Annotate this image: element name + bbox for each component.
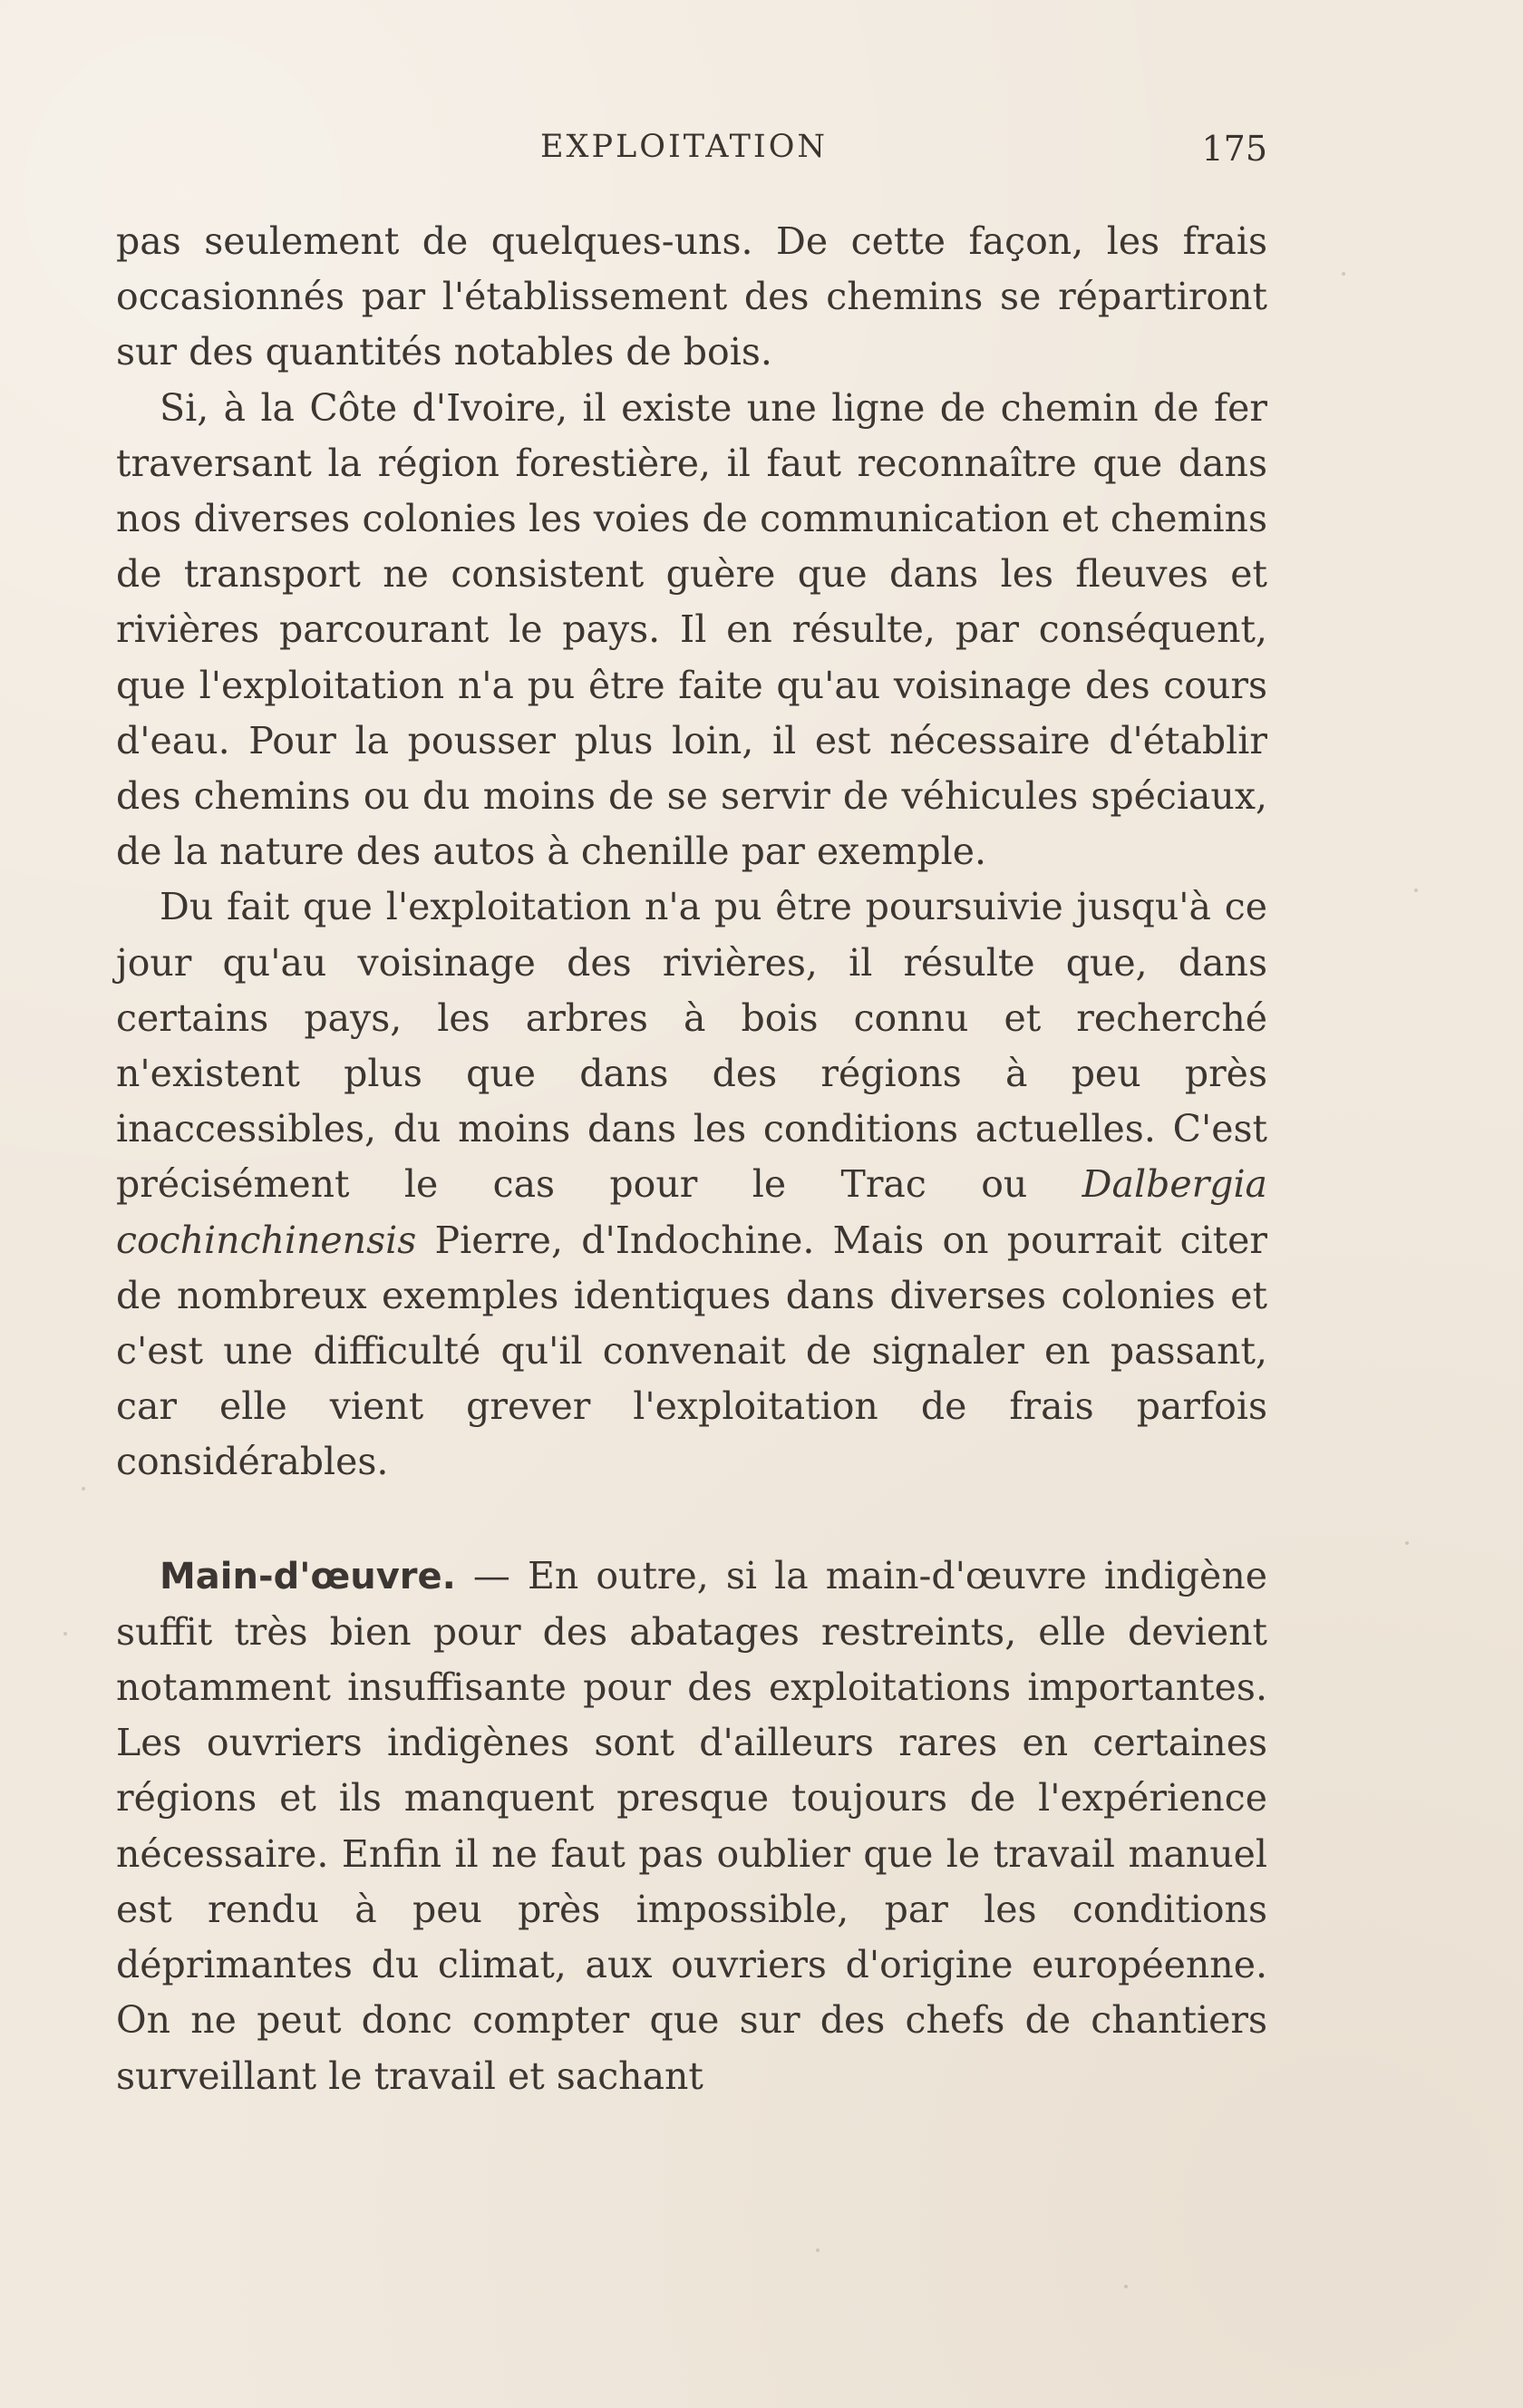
section-heading-main-doeuvre: Main-d'œuvre.	[160, 1555, 456, 1597]
paragraph-inaccessible-regions	[116, 879, 1267, 1490]
paragraph-transport: Si, à la Côte d'Ivoire, il existe une ligne de chemin de fer traversant la région forestière, il faut reconnaître que dans nos diverses colonies les voies de communication et chemins de transport ne consistent guère que dans les fleuves et rivières parcourant le pays. Il en résulte, par conséquent, que l'exploitation n'a pu être faite qu'au voisinage des cours d'eau. Pour la pousser plus loin, il est nécessaire d'établir des chemins ou du moins de se servir de véhicules spéciaux, de la nature des autos à chenille par exemple.	[116, 385, 1267, 874]
body-text	[116, 214, 1267, 2104]
paper-speck	[1124, 2285, 1128, 2288]
paragraph-text-after-species: Pierre, d'Indochine. Mais on pourrait citer de nombreux exemples identiques dans diverses colonies et c'est une difficulté qu'il convenait de signaler en passant, car elle vient grever l'exploitation de frais parfois considérables.	[116, 1218, 1267, 1484]
paper-speck	[1342, 272, 1345, 276]
paper-speck	[816, 2248, 820, 2252]
species-name: Dalbergia cochinchinensis	[116, 1162, 1267, 1262]
paragraph-text-before-species: Du fait que l'exploitation n'a pu être poursuivie jusqu'à ce jour qu'au voisinage des rivières, il résulte que, dans certains pays, les arbres à bois connu et recherché n'existent plus que dans des régions à peu près inaccessibles, du moins dans les conditions actuelles. C'est précisément le cas pour le Trac ou	[116, 885, 1267, 1207]
paper-speck	[1405, 1541, 1409, 1545]
paragraph-main-doeuvre	[116, 1549, 1267, 2104]
paragraph-text: — En outre, si la main-d'œuvre indigène suffit très bien pour des abatages restreints, elle devient notamment insuffisante pour des exploitations importantes. Les ouvriers indigènes sont d'ailleurs rares en certaines régions et ils manquent presque toujours de l'expérience nécessaire. Enfin il ne faut pas oublier que le travail manuel est rendu à peu près impossible, par les conditions déprimantes du climat, aux ouvriers d'origine européenne. On ne peut donc compter que sur des chefs de chantiers surveillant le travail et sachant	[116, 1553, 1267, 2098]
running-head	[116, 129, 1267, 174]
page-number: 175	[1201, 129, 1267, 169]
paper-speck	[63, 1632, 67, 1636]
paper-speck	[82, 1487, 85, 1490]
paragraph-continuation: pas seulement de quelques-uns. De cette façon, les frais occasionnés par l'établissement des chemins se répartiront sur des quantités notables de bois.	[116, 219, 1267, 374]
running-title: EXPLOITATION	[540, 129, 829, 165]
paper-speck	[1414, 888, 1418, 892]
